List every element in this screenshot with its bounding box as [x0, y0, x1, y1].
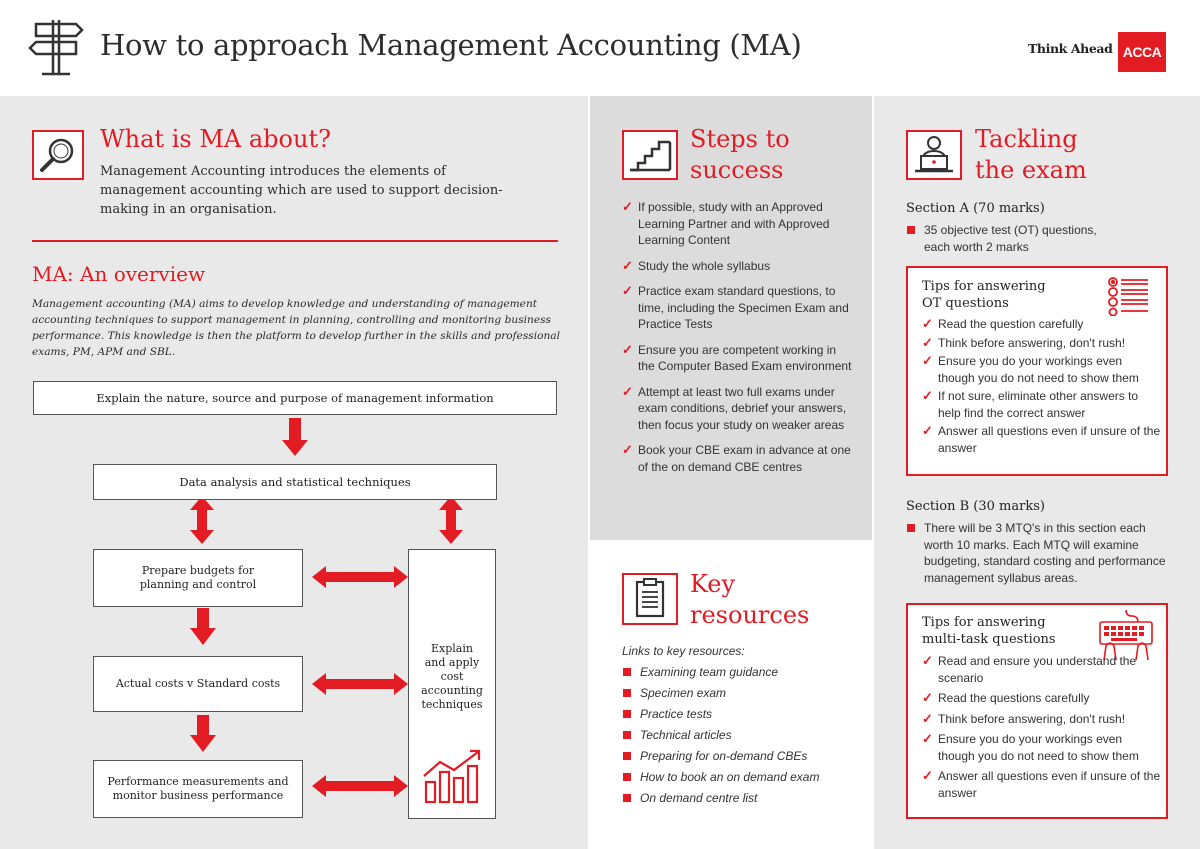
flow-box-actual: Actual costs v Standard costs [93, 656, 303, 712]
bullet-square-icon [623, 710, 631, 718]
check-icon: ✓ [622, 283, 633, 298]
bullet-square-icon [623, 794, 631, 802]
bullet-square-icon [623, 773, 631, 781]
bullet-square-icon [623, 689, 631, 697]
exam-title-line1: Tackling [975, 125, 1078, 153]
tips-mtq-title-line1: Tips for answering [922, 615, 1046, 630]
resource-link[interactable]: Examining team guidance [622, 664, 862, 681]
list-item: ✓ Practice exam standard questions, to time, including the Specimen Exam and Practice Tests [622, 283, 849, 331]
arrow-down-3 [190, 715, 216, 752]
list-item: ✓ Think before answering, don't rush! [922, 710, 1126, 726]
page-title: How to approach Management Accounting (MA) [100, 28, 802, 62]
section-a-heading: Section A (70 marks) [906, 201, 1045, 216]
section-b-heading: Section B (30 marks) [906, 499, 1045, 514]
check-icon: ✓ [922, 423, 933, 438]
check-icon: ✓ [922, 710, 933, 726]
about-title: What is MA about? [100, 125, 331, 153]
check-icon: ✓ [922, 653, 933, 668]
stairs-icon-box [622, 130, 678, 180]
check-icon: ✓ [622, 341, 633, 357]
arrow-double-left [190, 496, 214, 544]
clipboard-icon [624, 575, 676, 623]
flow-box-data: Data analysis and statistical techniques [93, 464, 497, 500]
overview-title: MA: An overview [32, 262, 206, 286]
resource-link[interactable]: Specimen exam [622, 685, 862, 702]
list-item: ✓ Answer all questions even if unsure of the answer [922, 423, 1161, 455]
resources-intro: Links to key resources: [622, 644, 745, 658]
arrow-down-1 [282, 418, 308, 456]
section-a-list [906, 222, 1126, 255]
resource-link[interactable]: On demand centre list [622, 790, 862, 807]
check-icon: ✓ [922, 353, 933, 368]
list-item: ✓ Attempt at least two full exams under exam conditions, debrief your answers, then focus your study on weaker areas [622, 383, 847, 432]
list-item: ✓ If possible, study with an Approved Learning Partner and with Approved Learning Content [622, 199, 830, 247]
list-item: ✓ Book your CBE exam in advance at one of the on demand CBE centres [622, 442, 851, 474]
check-icon: ✓ [922, 731, 933, 746]
arrow-double-right [439, 496, 463, 544]
bullet-square-icon [907, 226, 915, 234]
resource-link[interactable]: How to book an on demand exam [622, 769, 862, 786]
list-item: ✓ Ensure you do your workings even though you do not need to show them [922, 353, 1139, 385]
bullet-square-icon [907, 524, 915, 532]
check-icon: ✓ [922, 388, 933, 403]
flow-box-top: Explain the nature, source and purpose of management information [33, 381, 557, 415]
check-icon: ✓ [622, 383, 633, 399]
about-body: Management Accounting introduces the elements of management accounting which are used to support decision-making in an organisation. [100, 164, 503, 217]
arrow-horizontal-2 [312, 673, 408, 695]
stairs-icon [624, 132, 676, 178]
growth-chart-icon [420, 748, 486, 806]
resource-link[interactable]: Preparing for on-demand CBEs [622, 748, 862, 765]
check-icon: ✓ [922, 690, 933, 705]
tips-mtq-list [922, 653, 1162, 801]
tips-mtq-title-line2: multi-task questions [922, 632, 1056, 647]
check-icon: ✓ [622, 442, 633, 457]
laptop-user-icon-box [906, 130, 962, 180]
section-b-list [906, 520, 1168, 586]
resource-link[interactable]: Technical articles [622, 727, 862, 744]
check-icon: ✓ [622, 199, 633, 214]
bullet-square-icon [623, 668, 631, 676]
resources-title-line2: resources [690, 601, 810, 629]
arrow-down-2 [190, 608, 216, 645]
list-item: ✓ Ensure you do your workings even though you do not need to show them [922, 731, 1139, 763]
bullet-square-icon [623, 731, 631, 739]
list-item: ✓ Ensure you are competent working in the Computer Based Exam environment [622, 341, 852, 373]
list-item: There will be 3 MTQ's in this section each worth 10 marks. Each MTQ will examine budgeting, standard costing and performance management syllabus areas. [906, 520, 1168, 586]
arrow-horizontal-3 [312, 775, 408, 797]
list-item: ✓ Answer all questions even if unsure of the answer [922, 768, 1161, 800]
steps-title-line1: Steps to [690, 125, 790, 153]
check-icon: ✓ [922, 316, 933, 331]
list-item: ✓ If not sure, eliminate other answers to help find the correct answer [922, 388, 1139, 420]
bullet-square-icon [623, 752, 631, 760]
checklist-icon [1106, 276, 1152, 316]
list-item: ✓ Read and ensure you understand the scenario [922, 653, 1137, 685]
list-item: ✓ Think before answering, don't rush! [922, 334, 1126, 350]
check-icon: ✓ [622, 257, 633, 273]
list-item: ✓ Read the questions carefully [922, 690, 1090, 705]
acca-logo: ACCA [1118, 32, 1166, 72]
header [0, 0, 1200, 96]
flow-box-performance: Performance measurements and monitor business performance [93, 760, 303, 818]
resources-list [622, 664, 862, 807]
resource-link[interactable]: Practice tests [622, 706, 862, 723]
exam-title-line2: the exam [975, 156, 1087, 184]
check-icon: ✓ [922, 334, 933, 350]
signpost-icon [28, 16, 84, 78]
flow-box-explain: Explain and apply cost accounting techniques [408, 549, 496, 819]
list-item: ✓ Read the question carefully [922, 316, 1084, 331]
clipboard-icon-box [622, 573, 678, 625]
tips-ot-list [922, 316, 1162, 456]
list-item: ✓ Study the whole syllabus [622, 257, 771, 273]
flow-box-budgets: Prepare budgets for planning and control [93, 549, 303, 607]
steps-list [622, 199, 852, 475]
magnifier-icon-box [32, 130, 84, 180]
laptop-user-icon [908, 132, 960, 178]
list-item: 35 objective test (OT) questions, each worth 2 marks [906, 222, 1126, 255]
arrow-horizontal-1 [312, 566, 408, 588]
overview-body: Management accounting (MA) aims to develop knowledge and understanding of management accounting techniques to support management in planning, controlling and monitoring business performance. This knowledge is then the platform to develop further in the skills and professional exams, PM, APM and SBL. [32, 298, 560, 358]
check-icon: ✓ [922, 768, 933, 783]
steps-title-line2: success [690, 156, 784, 184]
tips-ot-title-line2: OT questions [922, 296, 1009, 311]
resources-title-line1: Key [690, 570, 736, 598]
tips-ot-title-line1: Tips for answering [922, 279, 1046, 294]
tagline: Think Ahead [1028, 41, 1113, 56]
divider [32, 240, 558, 242]
magnifier-icon [34, 132, 82, 178]
